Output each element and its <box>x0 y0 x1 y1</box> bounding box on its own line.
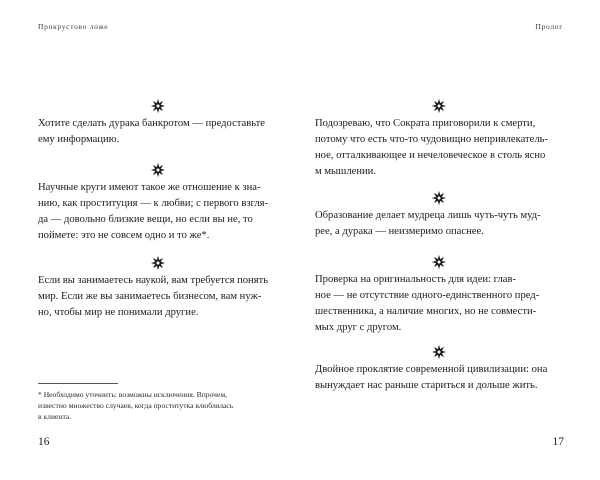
aphorism-entry <box>315 98 563 180</box>
aphorism-entry <box>315 254 563 336</box>
aphorism-entry <box>315 190 563 240</box>
aphorism-text: Если вы занимаетесь наукой, вам требуется понять мир. Если же вы занимаетесь бизнесом, вам нуж- но, чтобы мир не понимали другие. <box>38 275 269 318</box>
page-number-left: 16 <box>38 436 50 448</box>
star-ornament-icon <box>431 254 447 270</box>
page-number-right: 17 <box>552 436 564 448</box>
running-head-right: Пролог <box>535 22 563 31</box>
footnote-divider <box>38 383 118 384</box>
aphorism-text: Подозреваю, что Сократа приговорили к смерти, потому что есть что-то чудовищно непривлекатель- ное, отталкивающее и нечеловеческое в столь ясно м мышлении. <box>315 118 549 177</box>
right-page <box>300 0 600 480</box>
aphorism-text: Хотите сделать дурака банкротом — предоставьте ему информацию. <box>38 118 266 145</box>
aphorism-text: Образование делает мудреца лишь чуть-чуть муд- рее, а дурака — неизмеримо опаснее. <box>315 210 541 237</box>
aphorism-entry <box>38 98 278 148</box>
star-ornament-icon <box>431 98 447 114</box>
star-ornament-icon <box>150 255 166 271</box>
running-head-left: Прокрустово ложе <box>38 22 109 31</box>
star-ornament-icon <box>150 98 166 114</box>
footnote: * Необходимо уточнить: возможны исключения. Впрочем, известно множество случаев, когда проститутка влюблялась в клиента. <box>38 390 234 421</box>
star-ornament-icon <box>431 190 447 206</box>
star-ornament-icon <box>150 162 166 178</box>
aphorism-text: Двойное проклятие современной цивилизации: она вынуждает нас раньше стариться и дольше жить. <box>315 364 548 391</box>
aphorism-entry <box>38 162 278 244</box>
aphorism-entry <box>315 344 563 394</box>
aphorism-text: Научные круги имеют такое же отношение к зна- нию, как проституция — к любви; с первого взгля- да — довольно близкие вещи, но если вы не, то поймете: это не совсем одно и то же*. <box>38 182 269 241</box>
star-ornament-icon <box>431 344 447 360</box>
aphorism-entry <box>38 255 278 321</box>
aphorism-text: Проверка на оригинальность для идеи: глав- ное — не отсутствие одного-единственного пред- шественника, а наличие многих, но не совмести- мых друг с другом. <box>315 274 540 333</box>
